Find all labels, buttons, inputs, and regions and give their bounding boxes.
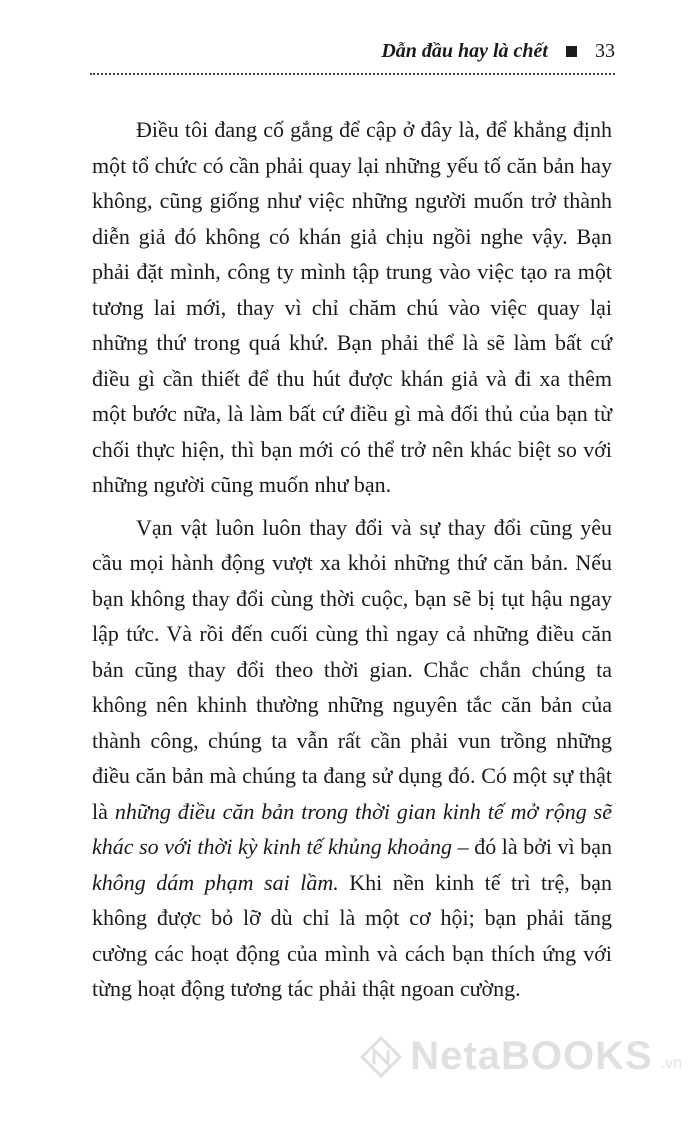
paragraph-1: Điều tôi đang cố gắng để cập ở đây là, để khẳng định một tổ chức có cần phải quay lại những yếu tố căn bản hay không, cũng giống như việc những người muốn trở thành diễn giả đó không có khán giả chịu ngồi nghe vậy. Bạn phải đặt mình, công ty mình tập trung vào việc tạo ra một tương lai mới, thay vì chỉ chăm chú vào việc quay lại những thứ trong quá khứ. Bạn phải thể là sẽ làm bất cứ điều gì cần thiết để thu hút được khán giả và đi xa thêm một bước nữa, là làm bất cứ điều gì mà đối thủ của bạn từ chối thực hiện, thì bạn mới có thể trở nên khác biệt so với những người cũng muốn như bạn. bbox=[92, 117, 612, 497]
paragraph-2-emphasis-2: không dám phạm sai lầm. bbox=[92, 869, 339, 895]
header-row bbox=[381, 40, 615, 63]
running-header bbox=[90, 40, 615, 70]
header-dotted-rule bbox=[90, 73, 615, 75]
paragraph-2-part-a: Vạn vật luôn luôn thay đổi và sự thay đổi cũng yêu cầu mọi hành động vượt xa khỏi những thứ căn bản. Nếu bạn không thay đổi cùng thời cuộc, bạn sẽ bị tụt hậu ngay lập tức. Và rồi đến cuối cùng thì ngay cả những điều căn bản cũng thay đổi theo thời gian. Chắc chắn chúng ta không nên khinh thường những nguyên tắc căn bản của thành công, chúng ta vẫn rất cần phải vun trồng những điều căn bản mà chúng ta đang sử dụng đó. Có một sự thật là bbox=[92, 514, 612, 824]
netabooks-logo-icon bbox=[360, 1036, 402, 1078]
running-title: Dẫn đầu hay là chết bbox=[381, 40, 548, 62]
watermark-suffix: .vn bbox=[660, 1055, 682, 1072]
page-body bbox=[92, 112, 612, 1014]
watermark-brand: NetaBOOKS bbox=[410, 1034, 653, 1078]
page-number: 33 bbox=[595, 40, 615, 62]
watermark bbox=[360, 1034, 682, 1079]
paragraph-2-emphasis-1: những điều căn bản trong thời gian kinh tế mở rộng sẽ khác so với thời kỳ kinh tế khủng khoảng bbox=[92, 798, 612, 859]
paragraph-2 bbox=[92, 510, 612, 1007]
paragraph-2-part-c: Khi nền kinh tế trì trệ, bạn không được bỏ lỡ dù chỉ là một cơ hội; bạn phải tăng cường các hoạt động của mình và cách bạn thích ứng với từng hoạt động tương tác phải thật ngoan cường. bbox=[92, 869, 612, 1001]
paragraph-2-part-b: – đó là bởi vì bạn bbox=[452, 834, 612, 859]
square-bullet-icon bbox=[566, 46, 577, 57]
